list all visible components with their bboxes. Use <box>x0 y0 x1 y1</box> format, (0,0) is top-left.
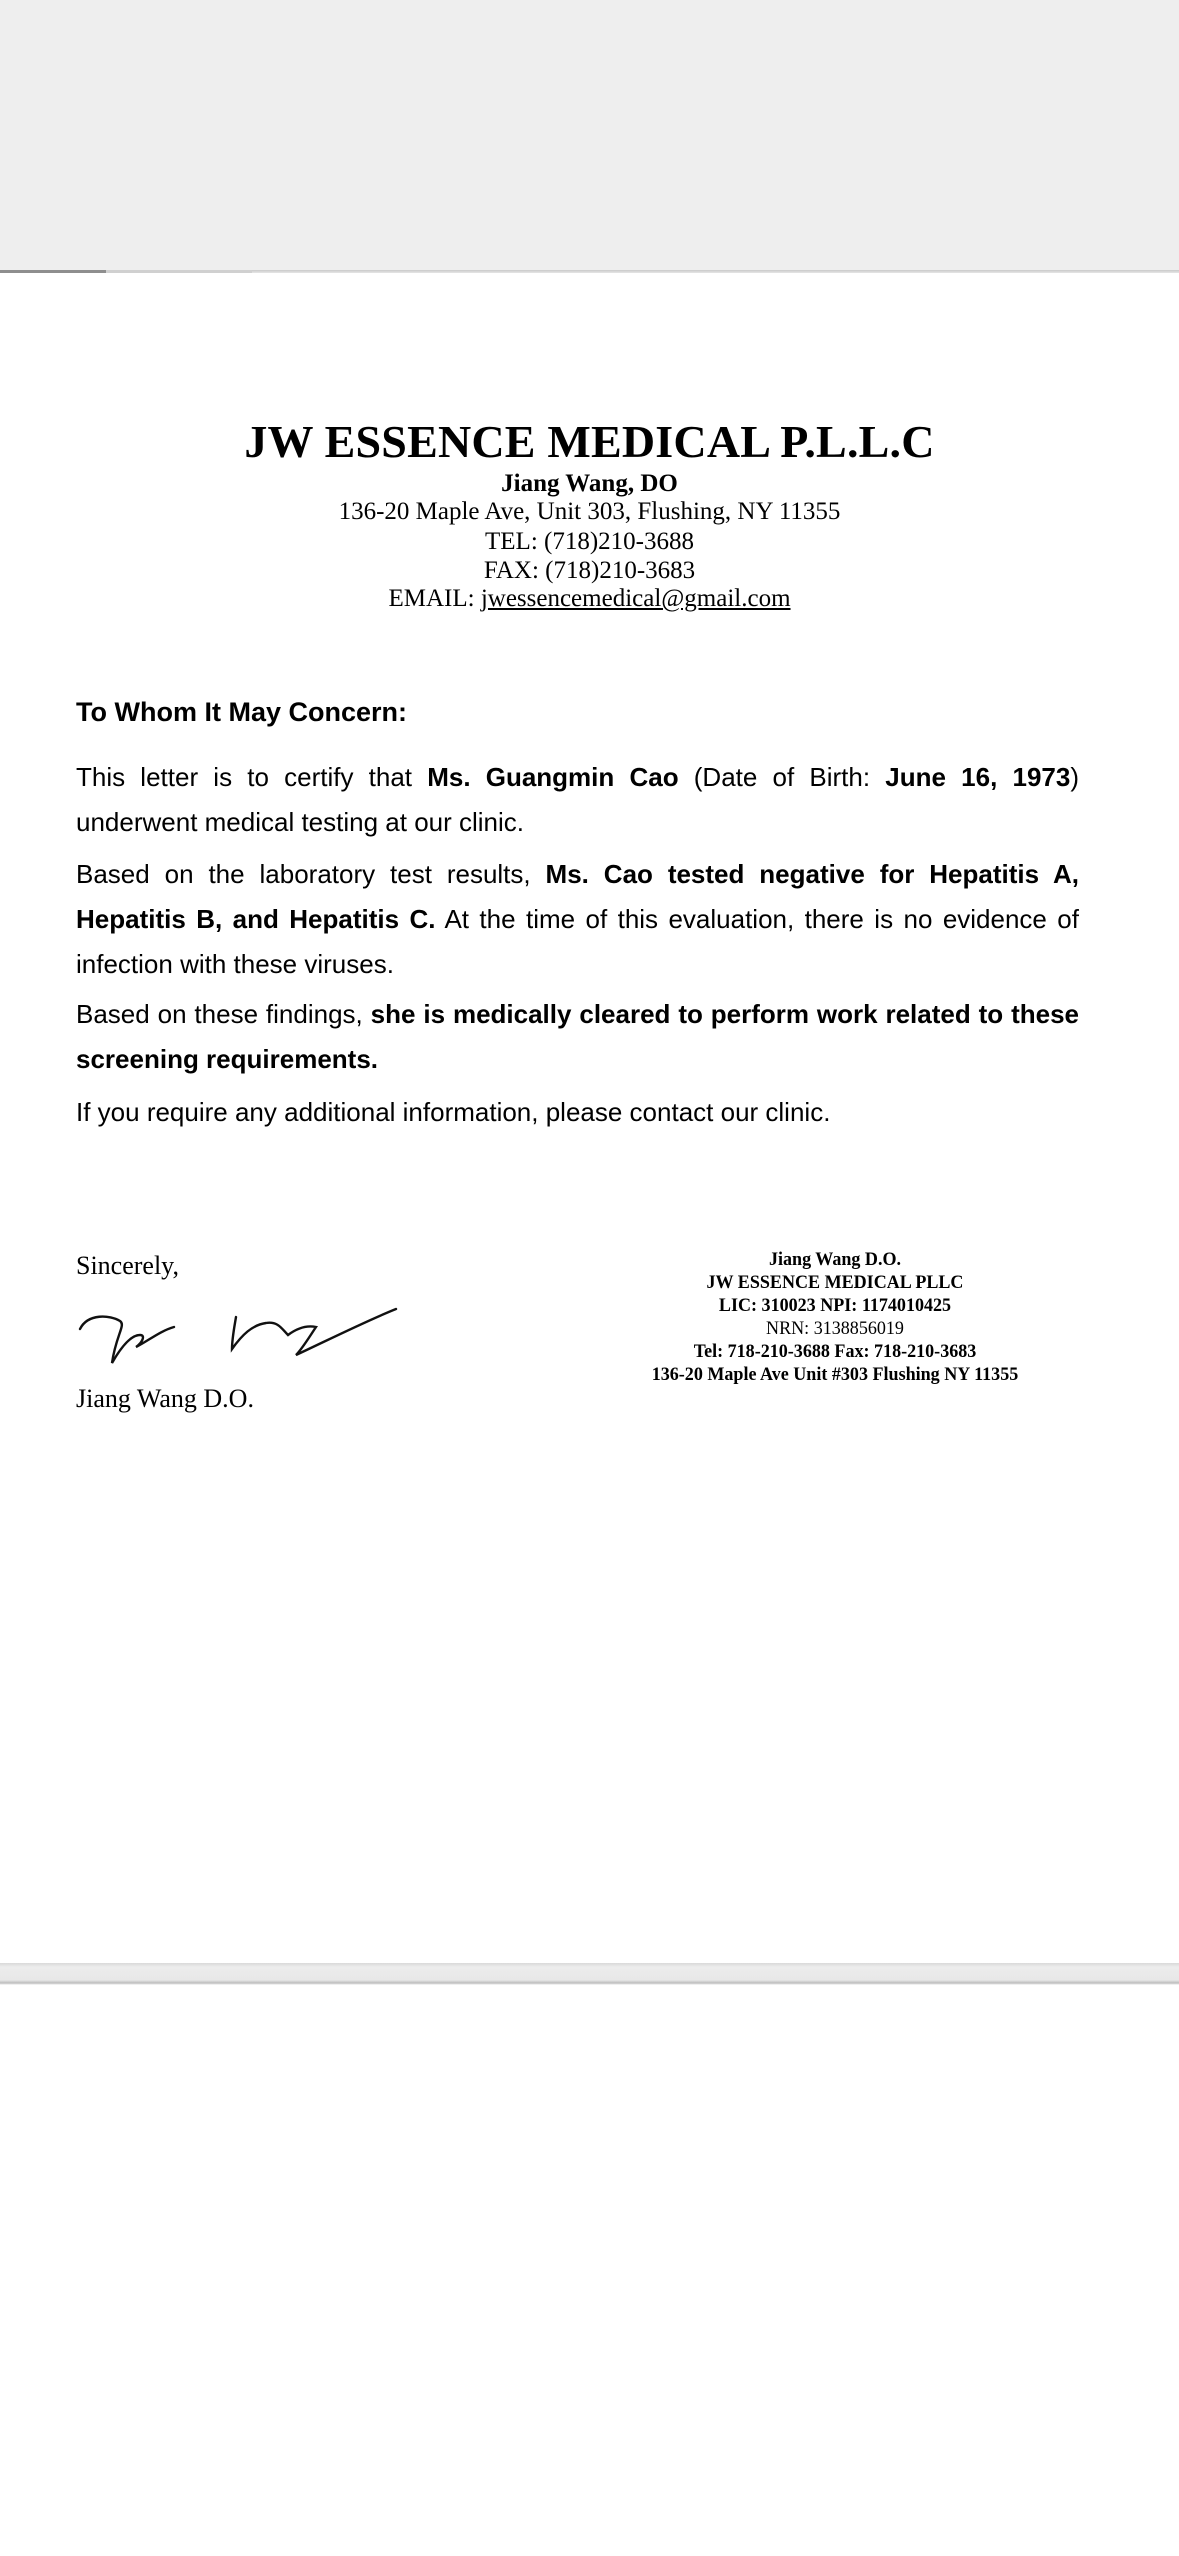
physician-stamp <box>600 1248 1070 1386</box>
signer-name: Jiang Wang D.O. <box>76 1384 254 1413</box>
test-result-statement: Ms. Cao tested negative for Hepatitis A, Hepatitis B, and Hepatitis C. <box>76 859 1079 934</box>
loading-progress-bar <box>0 270 252 273</box>
test-results-paragraph <box>76 852 1079 987</box>
stamp-line: Tel: 718-210-3688 Fax: 718-210-3683 <box>693 1341 977 1362</box>
clinic-name: JW ESSENCE MEDICAL P.L.L.C <box>244 416 935 467</box>
clearance-paragraph <box>76 992 1079 1082</box>
stamp-line: 136-20 Maple Ave Unit #303 Flushing NY 11355 <box>651 1364 1019 1385</box>
text-segment: Based on the laboratory test results, <box>76 859 546 889</box>
page-separator <box>0 1963 1179 1985</box>
doctor-name: Jiang Wang, DO <box>501 470 678 497</box>
stamp-line: LIC: 310023 NPI: 1174010425 <box>718 1295 952 1316</box>
loading-progress-fill <box>0 270 106 273</box>
viewer-top-area <box>0 0 1179 272</box>
certification-paragraph <box>76 755 1079 845</box>
email-link[interactable]: jwessencemedical@gmail.com <box>480 585 791 612</box>
contact-paragraph: If you require any additional information, please contact our clinic. <box>76 1097 831 1127</box>
text-segment: At the time of this evaluation, there is no evidence of infection with these viruses. <box>76 904 1079 979</box>
handwritten-signature <box>76 1305 406 1373</box>
email-label: EMAIL: <box>388 585 481 612</box>
patient-dob: June 16, 1973 <box>885 762 1071 792</box>
valediction: Sincerely, <box>76 1251 179 1280</box>
clinic-email-line <box>0 585 1179 613</box>
text-segment: ) underwent medical testing at our clinic. <box>76 762 1079 837</box>
stamp-line: JW ESSENCE MEDICAL PLLC <box>706 1272 964 1293</box>
text-segment: This letter is to certify that <box>76 762 428 792</box>
salutation: To Whom It May Concern: <box>76 697 407 727</box>
clinic-telephone: TEL: (718)210-3688 <box>485 528 694 555</box>
text-segment: (Date of Birth: <box>678 762 886 792</box>
clearance-statement: she is medically cleared to perform work related to these screening requirements. <box>76 999 1079 1074</box>
patient-name: Ms. Guangmin Cao <box>427 762 679 792</box>
text-segment: Based on these findings, <box>76 999 371 1029</box>
stamp-line: NRN: 3138856019 <box>766 1318 904 1339</box>
clinic-fax: FAX: (718)210-3683 <box>483 557 696 584</box>
clinic-address: 136-20 Maple Ave, Unit 303, Flushing, NY 11355 <box>338 498 841 525</box>
stamp-line: Jiang Wang D.O. <box>768 1249 902 1270</box>
